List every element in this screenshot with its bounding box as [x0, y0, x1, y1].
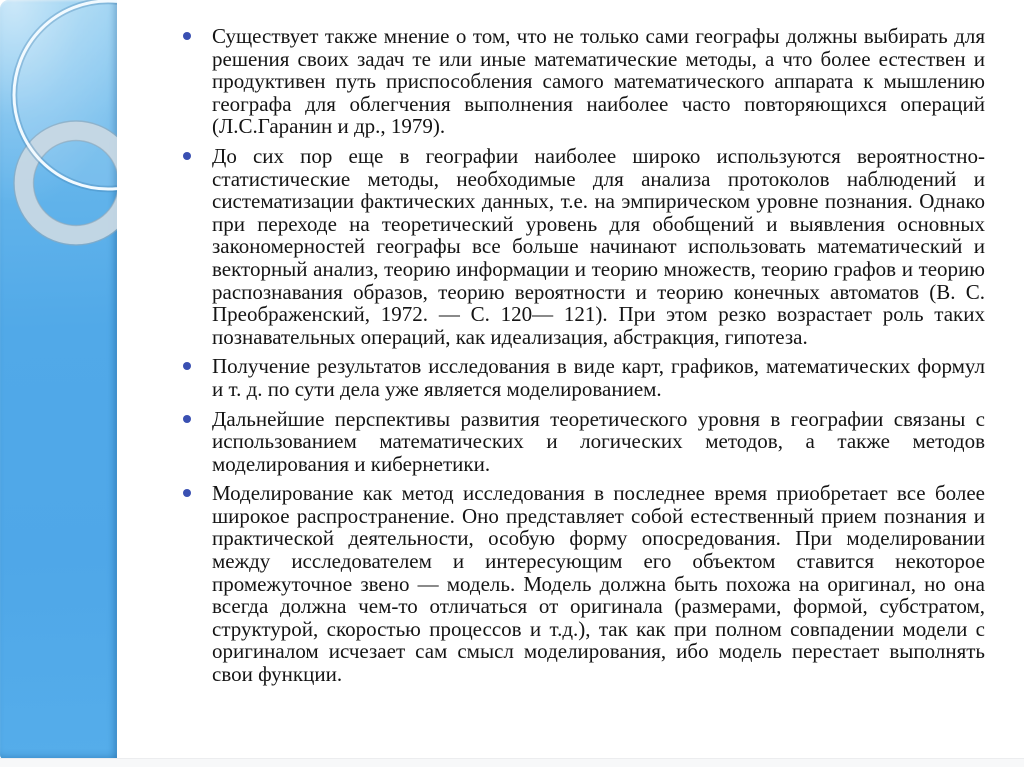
bullet-dot-icon	[183, 362, 191, 370]
bullet-dot-icon	[183, 152, 191, 160]
bottom-edge-strip	[0, 758, 1024, 767]
bullet-text: Дальнейшие перспективы развития теоретического уровня в географии связаны с использованием математических и логических методов, а также методов моделирования и кибернетики.	[212, 406, 985, 476]
bullet-item	[212, 145, 985, 348]
slide-body	[117, 0, 1024, 693]
bullet-item	[212, 482, 985, 685]
bullet-dot-icon	[183, 489, 191, 497]
bullet-dot-icon	[183, 415, 191, 423]
bullet-item	[212, 25, 985, 138]
bullet-item	[212, 408, 985, 476]
bullet-text: Моделирование как метод исследования в последнее время приобретает все более широкое распространение. Оно представляет собой естественный прием познания и практической деятельности, особую форму опосредования. При моделировании между исследователем и интересующим его объектом ставится некоторое промежуточное звено — модель. Модель должна быть похожа на оригинал, но она всегда должна чем-то отличаться от оригинала (размерами, формой, субстратом, структурой, скоростью процессов и т.д.), так как при полном совпадении модели с оригиналом исчезает сам смысл моделирования, ибо модель перестает выполнять свои функции.	[212, 481, 985, 687]
sidebar-decoration	[0, 0, 117, 759]
bullet-dot-icon	[183, 32, 191, 40]
bullet-text: До сих пор еще в географии наиболее широко используются вероятностно-статистические методы, необходимые для анализа протоколов наблюдений и систематизации фактических данных, т.е. на эмпирическом уровне познания. Однако при переходе на теоретический уровень для обобщений и выявления основных закономерностей географы все больше начинают использовать математический и векторный анализ, теорию информации и теорию множеств, теорию графов и теорию распознавания образов, теорию вероятности и теорию конечных автоматов (В. С. Преображенский, 1972. — С. 120— 121). При этом резко возрастает роль таких познавательных операций, как идеализация, абстракция, гипотеза.	[212, 143, 985, 349]
bullet-text: Получение результатов исследования в виде карт, графиков, математических формул и т. д. по сути дела уже является моделированием.	[212, 354, 985, 401]
bullet-item	[212, 355, 985, 400]
bullet-text: Существует также мнение о том, что не только сами географы должны выбирать для решения своих задач те или иные математические методы, а что более естествен и продуктивен путь приспособления самого математического аппарата к мышлению географа для облегчения выполнения наиболее часто повторяющихся операций (Л.С.Гаранин и др., 1979).	[212, 24, 985, 139]
decorative-sidebar	[0, 0, 117, 759]
